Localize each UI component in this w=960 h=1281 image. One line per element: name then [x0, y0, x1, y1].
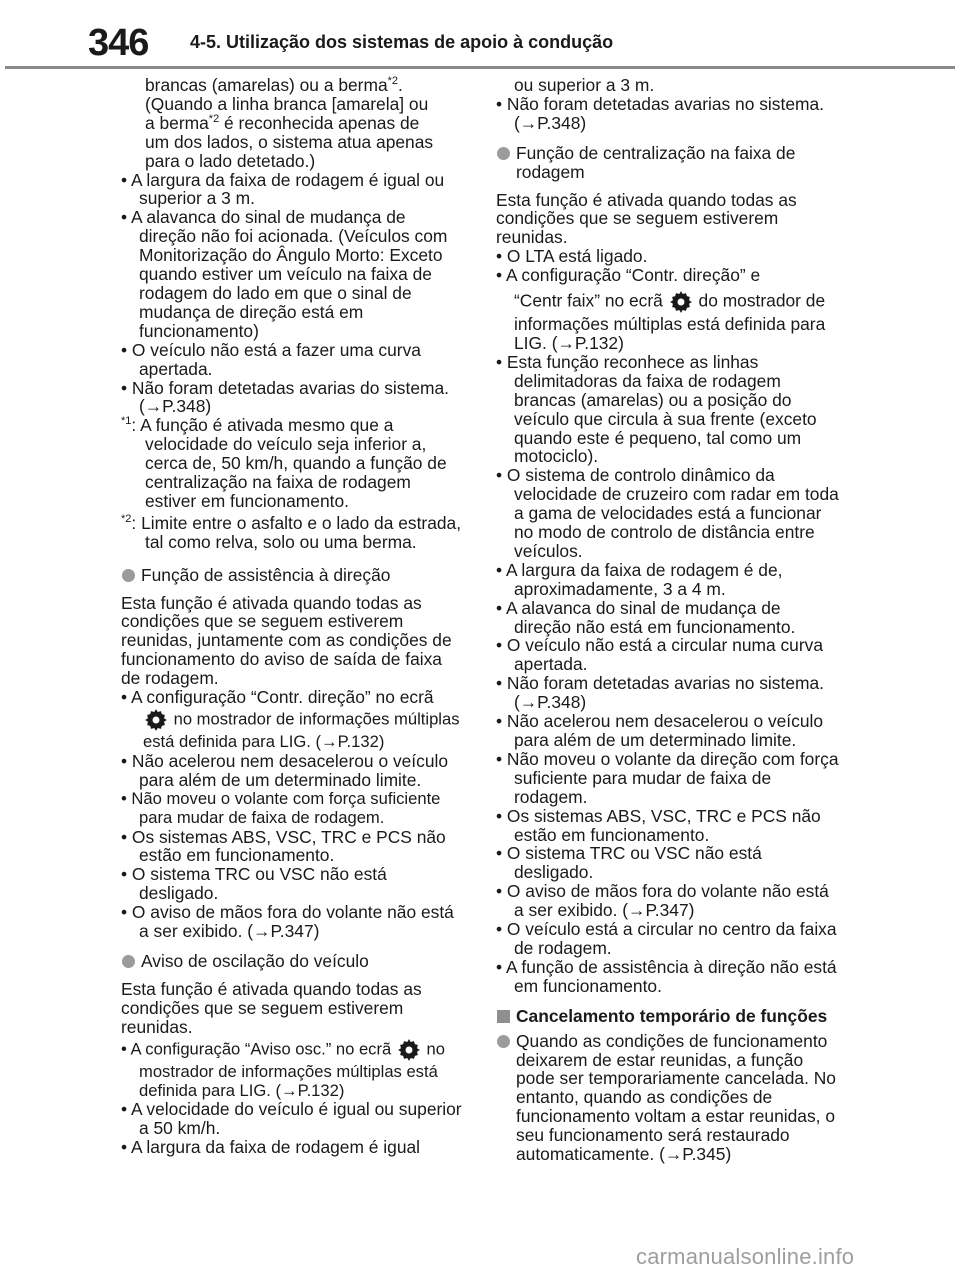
bullet-item: • O aviso de mãos fora do volante não está a ser exibido. (→P.347): [121, 902, 454, 942]
bullet-item: • O aviso de mãos fora do volante não está a ser exibido. (→P.347): [496, 881, 829, 921]
text-line: (Quando a linha branca [amarela] ou: [145, 93, 429, 114]
right-column: [496, 76, 841, 1164]
bullet-item: • Não foram detetadas avarias no sistema. (→P.348): [496, 93, 824, 133]
section-heading: Função de assistência à direção: [121, 566, 466, 585]
bullet-item: • O veículo não está a fazer uma curva apertada.: [121, 339, 421, 379]
bullet-item: • Não acelerou nem desacelerou o veículo para além de um determinado limite.: [121, 750, 449, 790]
bullet-item: • O sistema de controlo dinâmico da velocidade de cruzeiro com radar em toda a gama de velocidades está a funcionar no modo de controlo de distância entre veículos.: [496, 465, 839, 561]
page-header: [0, 0, 960, 72]
page-number: 346: [88, 22, 149, 64]
bullet-item: • A configuração “Contr. direção” no ecrã: [121, 687, 434, 708]
header-rule: [5, 66, 955, 69]
text-line: a berma$^{*2}$ é reconhecida apenas de: [145, 112, 420, 133]
bullet-item: • Não moveu o volante da direção com força suficiente para mudar de faixa de rodagem.: [496, 748, 839, 807]
text-line: ou superior a 3 m.: [514, 75, 655, 95]
section-heading: Função de centralização na faixa de rodagem: [496, 144, 841, 182]
bullet-item: • A configuração “Contr. direção” e: [496, 265, 761, 286]
bullet-item: • A largura da faixa de rodagem é igual: [121, 1137, 421, 1158]
bullet-dot-icon: [122, 955, 135, 968]
section-heading: Cancelamento temporário de funções: [496, 1007, 841, 1026]
bullet-item: • Os sistemas ABS, VSC, TRC e PCS não estão em funcionamento.: [496, 805, 821, 845]
section-heading: Quando as condições de funcionamento deixarem de estar reunidas, a função pode ser temporariamente cancelada. No entanto, quando as condições de funcionamento voltam a estar reunidas, o seu funcionamento será restaurado automaticamente. (→P.345): [496, 1032, 841, 1164]
bullet-item: • A largura da faixa de rodagem é de, aproximadamente, 3 a 4 m.: [496, 559, 783, 599]
bullet-square-icon: [497, 1010, 510, 1023]
bullet-item: • Não moveu o volante com força suficiente para mudar de faixa de rodagem.: [121, 788, 441, 827]
bullet-item: • Os sistemas ABS, VSC, TRC e PCS não estão em funcionamento.: [121, 826, 446, 866]
bullet-item: • Não acelerou nem desacelerou o veículo para além de um determinado limite.: [496, 711, 824, 750]
paragraph: Esta função é ativada quando todas as condições que se seguem estiverem reunidas, juntamente com as condições de funcionamento do aviso de saída de faixa de rodagem.: [121, 592, 452, 689]
bullet-item: • O veículo está a circular no centro da faixa de rodagem.: [496, 919, 837, 958]
bullet-item: • A configuração “Aviso osc.” no ecrã no mostrador de informações múltiplas está definida para LIG. (→P.132): [121, 1037, 466, 1101]
bullet-continuation: no mostrador de informações múltiplas está definida para LIG. (→P.132): [121, 707, 466, 752]
footnote-2: $^{*2}$: Limite entre o asfalto e o lado da estrada, tal como relva, solo ou uma berma.: [121, 512, 462, 552]
bullet-item: • A função de assistência à direção não está em funcionamento.: [496, 956, 837, 996]
paragraph: Esta função é ativada quando todas as condições que se seguem estiverem reunidas.: [496, 189, 797, 248]
text-line: brancas (amarelas) ou a berma$^{*2}$.: [145, 75, 403, 95]
bullet-item: • A alavanca do sinal de mudança de direção não foi acionada. (Veículos com Monitorização do Ângulo Morto: Exceto quando estiver um veículo na faixa de rodagem do lado em que o sinal de mudança de direção está em funcionamento): [121, 207, 448, 341]
section-heading: Aviso de oscilação do veículo: [121, 952, 466, 971]
bullet-item: • Esta função reconhece as linhas delimitadoras da faixa de rodagem brancas (amarelas) ou a posição do veículo que circula à sua frente (exceto quando este é pequeno, tal como um motociclo).: [496, 351, 817, 467]
bullet-dot-icon: [497, 1035, 510, 1048]
bullet-item: • O LTA está ligado.: [496, 246, 648, 267]
watermark: carmanualsonline.info: [636, 1244, 855, 1269]
text-line: um dos lados, o sistema atua apenas: [145, 131, 434, 152]
gear-icon: [668, 289, 694, 315]
text-line: para o lado detetado.): [145, 150, 316, 171]
bullet-item: • O sistema TRC ou VSC não está desligado.: [496, 843, 762, 883]
left-column: [121, 76, 466, 1157]
bullet-item: • A velocidade do veículo é igual ou superior a 50 km/h.: [121, 1099, 462, 1139]
bullet-item: • A alavanca do sinal de mudança de direção não está em funcionamento.: [496, 597, 796, 637]
bullet-item: • O sistema TRC ou VSC não está desligado.: [121, 864, 387, 904]
bullet-dot-icon: [497, 147, 510, 160]
bullet-item: • A largura da faixa de rodagem é igual ou superior a 3 m.: [121, 169, 445, 209]
paragraph: Esta função é ativada quando todas as condições que se seguem estiverem reunidas.: [121, 978, 422, 1037]
gear-icon: [143, 707, 169, 733]
bullet-dot-icon: [122, 569, 135, 582]
bullet-item: • Não foram detetadas avarias no sistema. (→P.348): [496, 673, 824, 713]
bullet-continuation: “Centr faix” no ecrã do mostrador de informações múltiplas está definida para LIG. (→P.132): [514, 290, 826, 353]
section-title: 4-5. Utilização dos sistemas de apoio à condução: [190, 32, 614, 52]
footnote-1: $^{*1}$: A função é ativada mesmo que a velocidade do veículo seja inferior a, cerca de, 50 km/h, quando a função de centralização na faixa de rodagem estiver em funcionamento.: [121, 415, 447, 511]
bullet-item: • O veículo não está a circular numa curva apertada.: [496, 635, 824, 675]
gear-icon: [396, 1037, 422, 1063]
bullet-item: • Não foram detetadas avarias do sistema. (→P.348): [121, 377, 449, 417]
